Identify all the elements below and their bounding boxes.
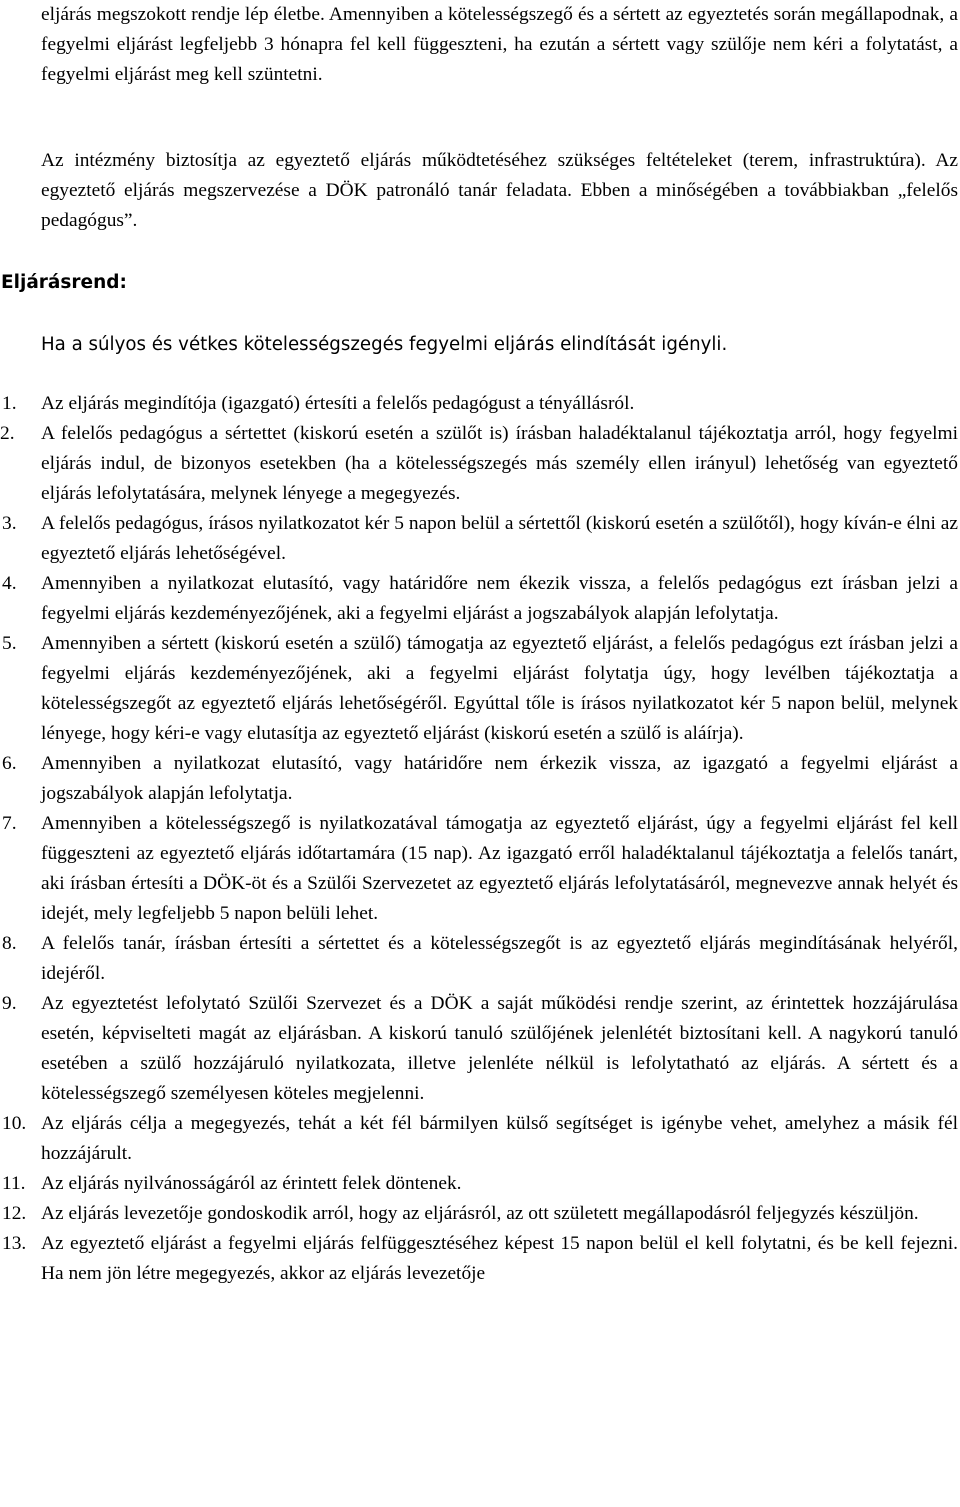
procedure-step: [0, 1229, 958, 1289]
condition-statement: Ha a súlyos és vétkes kötelességszegés fegyelmi eljárás elindítását igényli.: [41, 334, 728, 355]
step-number: 8.: [2, 933, 17, 954]
step-number: 2.: [0, 423, 15, 444]
step-number: 11.: [2, 1173, 26, 1194]
step-number: 3.: [2, 513, 17, 534]
step-text: Az eljárás megindítója (igazgató) értesíti a felelős pedagógust a tényállásról.: [41, 393, 635, 414]
step-text: Az egyeztető eljárást a fegyelmi eljárás felfüggesztéséhez képest 15 napon belül el kell folytatni, és be kell fejezni. Ha nem jön létre megegyezés, akkor az eljárás levezetője: [41, 1233, 958, 1284]
step-number: 1.: [2, 393, 17, 414]
step-text: A felelős tanár, írásban értesíti a sértettet és a kötelességszegőt is az egyeztető eljárás megindításának helyéről, idejéről.: [41, 933, 958, 984]
step-text: Az eljárás nyilvánosságáról az érintett felek döntenek.: [41, 1173, 462, 1194]
step-text: A felelős pedagógus, írásos nyilatkozatot kér 5 napon belül a sértettől (kiskorú esetén a szülőtől), hogy kíván-e élni az egyeztető eljárás lehetőségével.: [41, 513, 958, 564]
step-text: Az eljárás célja a megegyezés, tehát a két fél bármilyen külső segítséget is igénybe vehet, amelyhez a másik fél hozzájárult.: [41, 1113, 958, 1164]
step-number: 6.: [2, 753, 17, 774]
procedure-step: [0, 1199, 958, 1229]
procedure-step: [0, 569, 958, 629]
step-text: Az egyeztetést lefolytató Szülői Szervezet és a DÖK a saját működési rendje szerint, az érintettek hozzájárulása esetén, képviselteti magát az eljárásban. A kiskorú tanuló szülőjének jelenlétét biztosítani kell. A nagykorú tanuló esetében a szülő hozzájáruló nyilatkozata, illetve jelenléte nélkül is lefolytatható az eljárás. A sértett és a kötelességszegő személyesen köteles megjelenni.: [41, 993, 958, 1104]
step-text: Amennyiben a nyilatkozat elutasító, vagy határidőre nem ékezik vissza, a felelős pedagógus ezt írásban jelzi a fegyelmi eljárás kezdeményezőjének, aki a fegyelmi eljárást a jogszabályok alapján lefolytatja.: [41, 573, 958, 624]
step-number: 7.: [2, 813, 17, 834]
step-number: 4.: [2, 573, 17, 594]
procedure-step: [0, 749, 958, 809]
step-number: 5.: [2, 633, 17, 654]
section-heading: Eljárásrend:: [1, 272, 127, 293]
procedure-step: [0, 1169, 958, 1199]
step-text: Az eljárás levezetője gondoskodik arról, hogy az eljárásról, az ott született megállapodásról feljegyzés készüljön.: [41, 1203, 919, 1224]
step-text: Amennyiben a sértett (kiskorú esetén a szülő) támogatja az egyeztető eljárást, a felelős pedagógus ezt írásban jelzi a fegyelmi eljárás kezdeményezőjének, aki a fegyelmi eljárást folytatja úgy, hogy levélben tájékoztatja a kötelességszegőt az egyeztető eljárás lehetőségéről. Egyúttal tőle is írásos nyilatkozatot kér 5 napon belül, melynek lényege, hogy kéri-e vagy elutasítja az egyeztető eljárást (kiskorú esetén a szülő is aláírja).: [41, 633, 958, 744]
procedure-step: [0, 989, 958, 1109]
procedure-step: [0, 419, 958, 509]
step-text: Amennyiben a nyilatkozat elutasító, vagy határidőre nem érkezik vissza, az igazgató a fegyelmi eljárást a jogszabályok alapján lefolytatja.: [41, 753, 958, 804]
step-number: 12.: [2, 1203, 27, 1224]
procedure-step: [0, 629, 958, 749]
procedure-step: [0, 809, 958, 929]
procedure-step: [0, 509, 958, 569]
procedure-step: [0, 389, 958, 419]
step-text: A felelős pedagógus a sértettet (kiskorú esetén a szülőt is) írásban haladéktalanul tájékoztatja arról, hogy fegyelmi eljárás indul, de bizonyos esetekben (ha a kötelességszegés más személy ellen irányul) lehetőség van egyeztető eljárás lefolytatására, melynek lényege a megegyezés.: [41, 423, 958, 504]
step-number: 13.: [2, 1233, 27, 1254]
procedure-list: [0, 389, 958, 1289]
procedure-step: [0, 1109, 958, 1169]
step-text: Amennyiben a kötelességszegő is nyilatkozatával támogatja az egyeztető eljárást, úgy a fegyelmi eljárást fel kell függeszteni az egyeztető eljárás időtartamára (15 nap). Az igazgató erről haladéktalanul tájékoztatja a felelős tanárt, aki írásban értesíti a DÖK-öt és a Szülői Szervezetet az egyeztető eljárás lefolytatásáról, megnevezve annak helyét és idejét, mely legfeljebb 5 napon belüli lehet.: [41, 813, 958, 924]
paragraph-intro: eljárás megszokott rendje lép életbe. Amennyiben a kötelességszegő és a sértett az egyeztetés során megállapodnak, a fegyelmi eljárást legfeljebb 3 hónapra fel kell függeszteni, ha ezután a sértett vagy szülője nem kéri a folytatást, a fegyelmi eljárást meg kell szüntetni.: [41, 4, 958, 85]
procedure-step: [0, 929, 958, 989]
paragraph-institution: Az intézmény biztosítja az egyeztető eljárás működtetéséhez szükséges feltételeket (terem, infrastruktúra). Az egyeztető eljárás megszervezése a DÖK patronáló tanár feladata. Ebben a minőségében a továbbiakban „felelős pedagógus”.: [41, 150, 958, 231]
step-number: 10.: [2, 1113, 27, 1134]
step-number: 9.: [2, 993, 17, 1014]
